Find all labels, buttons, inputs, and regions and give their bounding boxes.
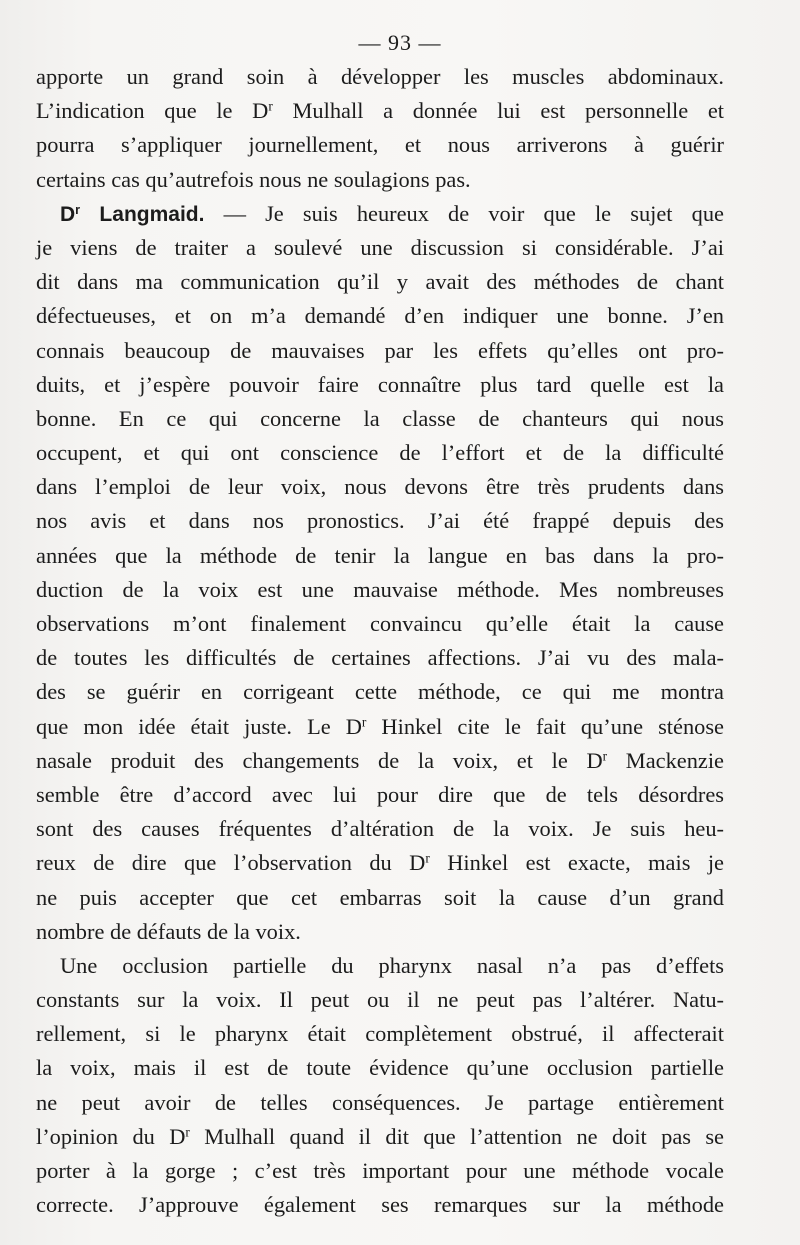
- text-line: de toutes les difficultés de certaines affections. J’ai vu des mala-: [36, 645, 724, 671]
- text-line: observations m’ont finalement convaincu qu’elle était la cause: [36, 611, 724, 636]
- text-line: années que la méthode de tenir la langue en bas dans la pro-: [36, 542, 724, 568]
- text-line: défectueuses, et on m’a demandé d’en indiquer une bonne. J’en: [36, 303, 724, 329]
- text-line: la voix, mais il est de toute évidence qu’une occlusion partielle: [36, 1055, 724, 1081]
- text-line: dit dans ma communication qu’il y avait des méthodes de chant: [36, 269, 724, 295]
- speaker-name: $D^r$ Langmaid.: [60, 202, 205, 226]
- text-line: apporte un grand soin à développer les muscles abdominaux.: [36, 64, 724, 89]
- text-line: connais beaucoup de mauvaises par les effets qu’elles ont pro-: [36, 337, 724, 363]
- text-line: porter à la gorge ; c’est très important pour une méthode vocale: [36, 1158, 724, 1183]
- text-line: duction de la voix est une mauvaise méthode. Mes nombreuses: [36, 576, 724, 602]
- text-line: pourra s’appliquer journellement, et nous arriverons à guérir: [36, 132, 724, 158]
- text-line: je viens de traiter a soulevé une discussion si considérable. J’ai: [36, 234, 724, 260]
- text-line: L’indication que le $D^r$ Mulhall a donnée lui est personnelle et: [36, 98, 724, 124]
- text-line: $D^r$ Langmaid. — Je suis heureux de voir que le sujet que: [60, 200, 724, 226]
- text-line: nasale produit des changements de la voix, et le $D^r$ Mackenzie: [36, 747, 724, 773]
- text-line: que mon idée était juste. Le $D^r$ Hinkel cite le fait qu’une sténose: [36, 713, 724, 739]
- text-line: bonne. En ce qui concerne la classe de chanteurs qui nous: [36, 405, 724, 431]
- text-line: correcte. J’approuve également ses remarques sur la méthode: [36, 1192, 724, 1218]
- text-line: reux de dire que l’observation du $D^r$ Hinkel est exacte, mais je: [36, 850, 724, 876]
- text-line: des se guérir en corrigeant cette méthode, ce qui me montra: [36, 679, 724, 705]
- text-line: nos avis et dans nos pronostics. J’ai été frappé depuis des: [36, 508, 724, 534]
- text-line: occupent, et qui ont conscience de l’effort et de la difficulté: [36, 440, 724, 466]
- text-line: Une occlusion partielle du pharynx nasal n’a pas d’effets: [60, 952, 724, 978]
- text-line: constants sur la voix. Il peut ou il ne peut pas l’altérer. Natu-: [36, 987, 724, 1013]
- text-line: duits, et j’espère pouvoir faire connaître plus tard quelle est la: [36, 371, 724, 397]
- text-line: ne puis accepter que cet embarras soit la cause d’un grand: [36, 884, 724, 910]
- body-text: [36, 60, 724, 1222]
- text-line: semble être d’accord avec lui pour dire que de tels désordres: [36, 781, 724, 807]
- text-line: ne peut avoir de telles conséquences. Je partage entièrement: [36, 1089, 724, 1115]
- text-line: nombre de défauts de la voix.: [36, 918, 301, 944]
- text-line: l’opinion du $D^r$ Mulhall quand il dit que l’attention ne doit pas se: [36, 1123, 724, 1149]
- text-line: sont des causes fréquentes d’altération de la voix. Je suis heu-: [36, 816, 724, 842]
- text-line: dans l’emploi de leur voix, nous devons être très prudents dans: [36, 474, 724, 500]
- page-number: — 93 —: [358, 30, 442, 55]
- text-line: rellement, si le pharynx était complètement obstrué, il affecterait: [36, 1021, 724, 1047]
- text-line: certains cas qu’autrefois nous ne soulagions pas.: [36, 166, 471, 192]
